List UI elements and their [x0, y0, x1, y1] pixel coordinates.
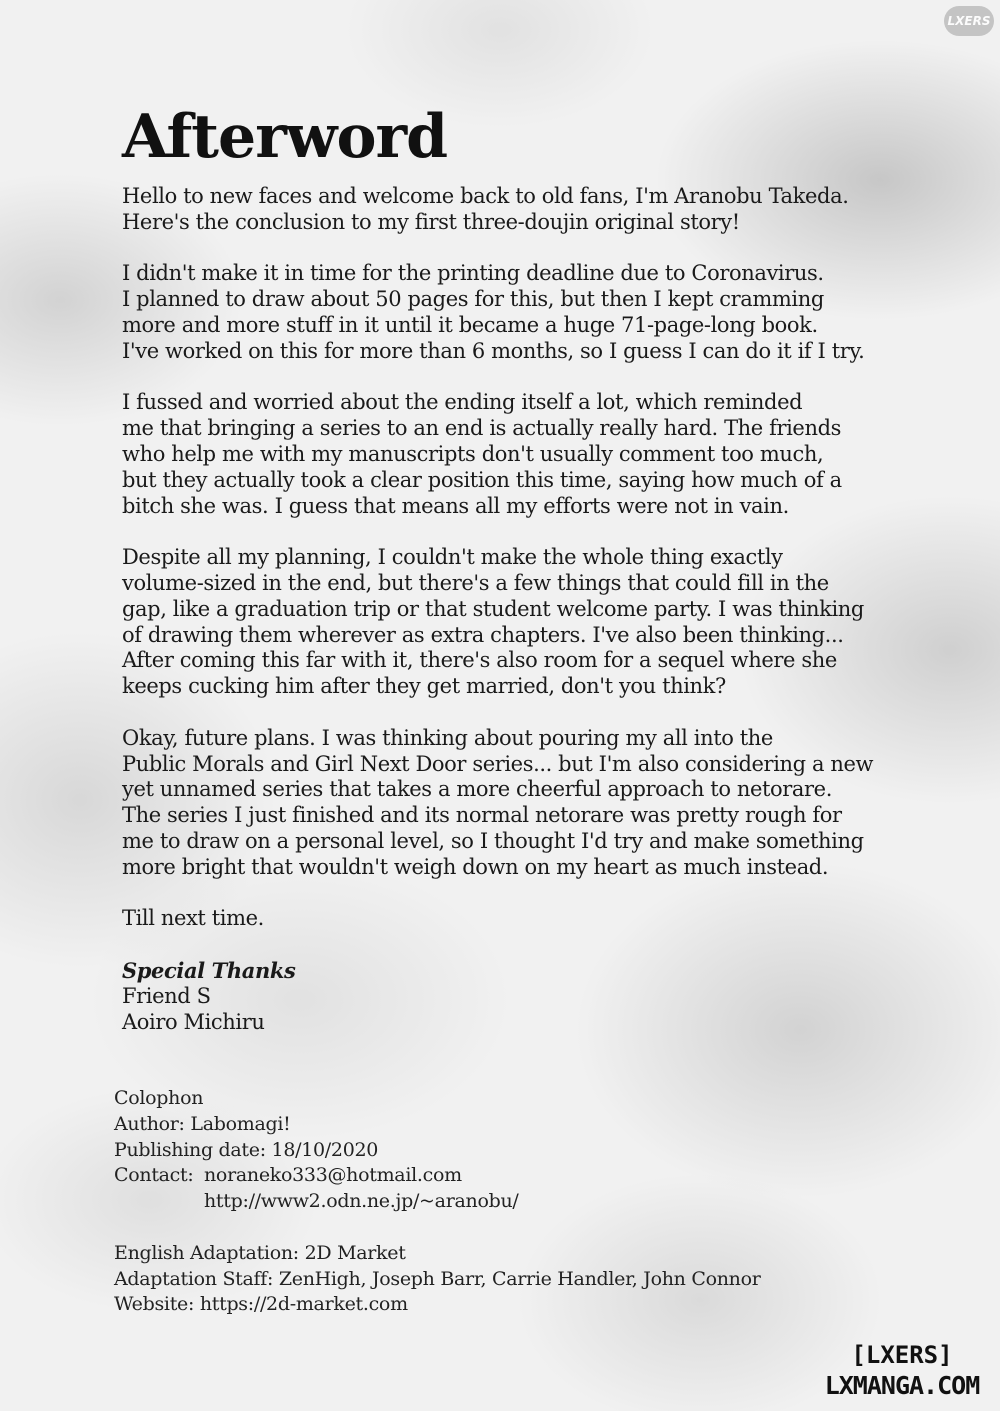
text-line: bitch she was. I guess that means all my efforts were not in vain.: [122, 493, 789, 518]
text-line: more bright that wouldn't weigh down on my heart as much instead.: [122, 854, 829, 879]
thanks-name: Friend S: [122, 983, 211, 1008]
contact-url: http://www2.odn.ne.jp/~aranobu/: [204, 1190, 519, 1213]
text-line: I didn't make it in time for the printing deadline due to Coronavirus.: [122, 261, 824, 286]
colophon-author: Author: Labomagi!: [114, 1112, 291, 1135]
text-line: After coming this far with it, there's also room for a sequel where she: [122, 648, 837, 673]
text-line: Hello to new faces and welcome back to old fans, I'm Aranobu Takeda.: [122, 184, 849, 208]
text-line: of drawing them wherever as extra chapters. I've also been thinking...: [122, 622, 844, 647]
text-line: volume-sized in the end, but there's a few things that could fill in the: [122, 570, 829, 595]
spacer: [114, 1215, 864, 1241]
text-line: me that bringing a series to an end is actually really hard. The friends: [122, 416, 841, 441]
text-line: keeps cucking him after they get married, don't you think?: [122, 674, 726, 699]
thanks-name: Aoiro Michiru: [122, 1009, 265, 1034]
text-line: more and more stuff in it until it became a huge 71-page-long book.: [122, 312, 818, 337]
colophon-staff: Adaptation Staff: ZenHigh, Joseph Barr, Carrie Handler, John Connor: [114, 1267, 761, 1290]
text-line: Okay, future plans. I was thinking about pouring my all into the: [122, 725, 773, 750]
text-line: me to draw on a personal level, so I thought I'd try and make something: [122, 828, 864, 853]
special-thanks: [122, 958, 912, 1035]
text-line: who help me with my manuscripts don't usually comment too much,: [122, 441, 824, 466]
colophon-contact: [114, 1163, 864, 1215]
corner-badge-logo: LXERS: [944, 6, 994, 36]
paragraph: [122, 390, 912, 519]
paragraph: [122, 906, 912, 932]
paragraph: [122, 261, 912, 364]
watermark-top: [LXERS]: [851, 1341, 953, 1369]
colophon-heading: Colophon: [114, 1087, 204, 1109]
contact-email: noraneko333@hotmail.com: [204, 1164, 462, 1187]
contact-label: Contact:: [114, 1164, 194, 1187]
text-line: I planned to draw about 50 pages for this, but then I kept cramming: [122, 287, 824, 312]
paragraph: [122, 545, 912, 700]
text-line: The series I just finished and its normal netorare was pretty rough for: [122, 803, 842, 828]
colophon: [114, 1086, 864, 1318]
special-thanks-heading: Special Thanks: [122, 957, 296, 983]
text-line: Till next time.: [122, 906, 264, 931]
text-line: Here's the conclusion to my first three-doujin original story!: [122, 209, 740, 234]
watermark: [812, 1340, 992, 1402]
watermark-bottom: LXMANGA.COM: [824, 1371, 980, 1400]
text-line: gap, like a graduation trip or that student welcome party. I was thinking: [122, 596, 864, 621]
paragraph: [122, 184, 912, 236]
text-line: I fussed and worried about the ending itself a lot, which reminded: [122, 390, 803, 415]
colophon-website: Website: https://2d-market.com: [114, 1293, 408, 1316]
text-line: I've worked on this for more than 6 months, so I guess I can do it if I try.: [122, 338, 865, 363]
colophon-adaptation: English Adaptation: 2D Market: [114, 1241, 406, 1264]
contact-values: [204, 1163, 518, 1215]
text-line: Public Morals and Girl Next Door series... but I'm also considering a new: [122, 751, 874, 776]
paragraph: [122, 726, 912, 881]
page-title: Afterword: [122, 102, 448, 172]
colophon-publishing-date: Publishing date: 18/10/2020: [114, 1138, 379, 1161]
text-line: Despite all my planning, I couldn't make the whole thing exactly: [122, 545, 783, 570]
afterword-body: [122, 184, 912, 1035]
text-line: but they actually took a clear position this time, saying how much of a: [122, 467, 842, 492]
text-line: yet unnamed series that takes a more cheerful approach to netorare.: [122, 777, 832, 802]
